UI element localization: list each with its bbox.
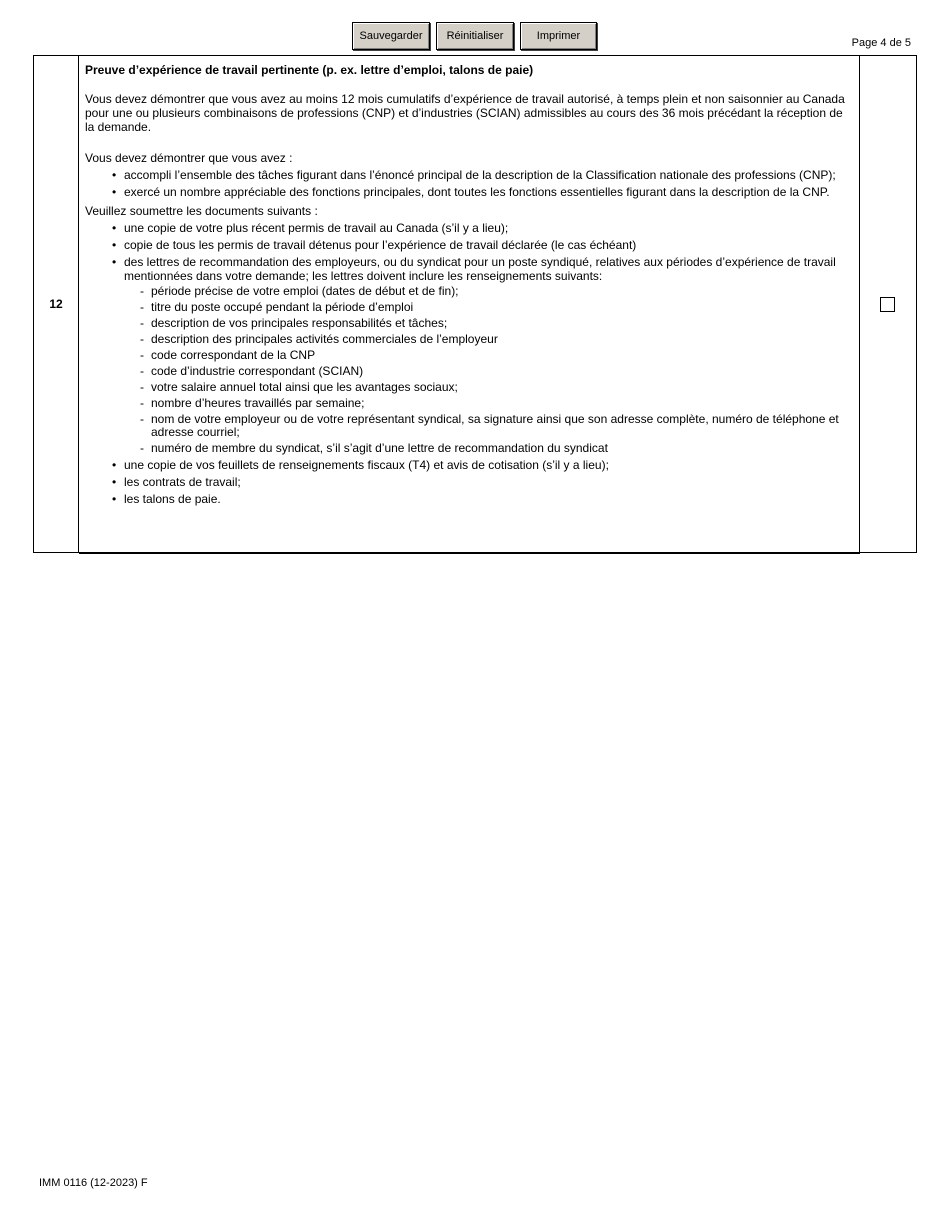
page-number: Page 4 de 5 (851, 37, 911, 49)
list-item: • exercé un nombre appréciable des fonctions principales, dont toutes les fonctions essentielles figurant dans la description de la CNP. (85, 185, 854, 199)
checklist-row (33, 55, 917, 553)
reset-button[interactable]: Réinitialiser (436, 22, 514, 50)
sub-list-item: - votre salaire annuel total ainsi que les avantages sociaux; (85, 381, 854, 394)
sub-list-item: - description de vos principales responsabilités et tâches; (85, 317, 854, 330)
list-item: • les contrats de travail; (85, 475, 854, 489)
list-item (85, 255, 854, 455)
item-number: 12 (49, 297, 63, 311)
sub-list-item: - titre du poste occupé pendant la période d’emploi (85, 301, 854, 314)
documents-list (85, 221, 854, 506)
list-item: • les talons de paie. (85, 492, 854, 506)
must-demonstrate-list (85, 168, 854, 199)
list-item: • une copie de votre plus récent permis de travail au Canada (s’il y a lieu); (85, 221, 854, 235)
sub-list-item: - description des principales activités commerciales de l’employeur (85, 333, 854, 346)
form-code: IMM 0116 (12-2023) F (39, 1177, 148, 1189)
form-toolbar (352, 22, 597, 50)
sub-list-item: - code d’industrie correspondant (SCIAN) (85, 365, 854, 378)
sub-list-item: - numéro de membre du syndicat, s’il s’agit d’une lettre de recommandation du syndicat (85, 442, 854, 455)
must-demonstrate-intro: Vous devez démontrer que vous avez : (85, 151, 293, 165)
item-12-checkbox[interactable] (880, 297, 895, 312)
letter-requirements-list (85, 285, 854, 455)
sub-list-item: - nom de votre employeur ou de votre représentant syndical, sa signature ainsi que son adresse complète, numéro de téléphone et adresse courriel; (85, 413, 854, 439)
list-item: • copie de tous les permis de travail détenus pour l’expérience de travail déclarée (le cas échéant) (85, 238, 854, 252)
print-button[interactable]: Imprimer (520, 22, 597, 50)
list-item: • accompli l’ensemble des tâches figurant dans l’énoncé principal de la description de la Classification nationale des professions (CNP); (85, 168, 854, 182)
list-item: • une copie de vos feuillets de renseignements fiscaux (T4) et avis de cotisation (s’il y a lieu); (85, 458, 854, 472)
item-title: Preuve d’expérience de travail pertinente (p. ex. lettre d’emploi, talons de paie) (85, 63, 534, 77)
sub-list-item: - code correspondant de la CNP (85, 349, 854, 362)
documents-intro: Veuillez soumettre les documents suivants : (85, 204, 318, 218)
item-number-cell (34, 56, 79, 552)
save-button[interactable]: Sauvegarder (352, 22, 430, 50)
item-description-cell (79, 56, 860, 554)
sub-list-item: - nombre d’heures travaillés par semaine; (85, 397, 854, 410)
checkbox-cell (859, 56, 916, 552)
requirement-paragraph: Vous devez démontrer que vous avez au moins 12 mois cumulatifs d’expérience de travail autorisé, à temps plein et non saisonnier au Canada pour une ou plusieurs combinaisons de professions (CNP) et d’industries (SCIAN) admissibles au cours des 36 mois précédant la réception de la demande. (85, 92, 845, 134)
sub-list-item: - période précise de votre emploi (dates de début et de fin); (85, 285, 854, 298)
list-item-text: des lettres de recommandation des employeurs, ou du syndicat pour un poste syndiqué, relatives aux périodes d’expérience de travail mentionnées dans votre demande; les lettres doivent inclure les renseignements suivants: (124, 255, 836, 283)
